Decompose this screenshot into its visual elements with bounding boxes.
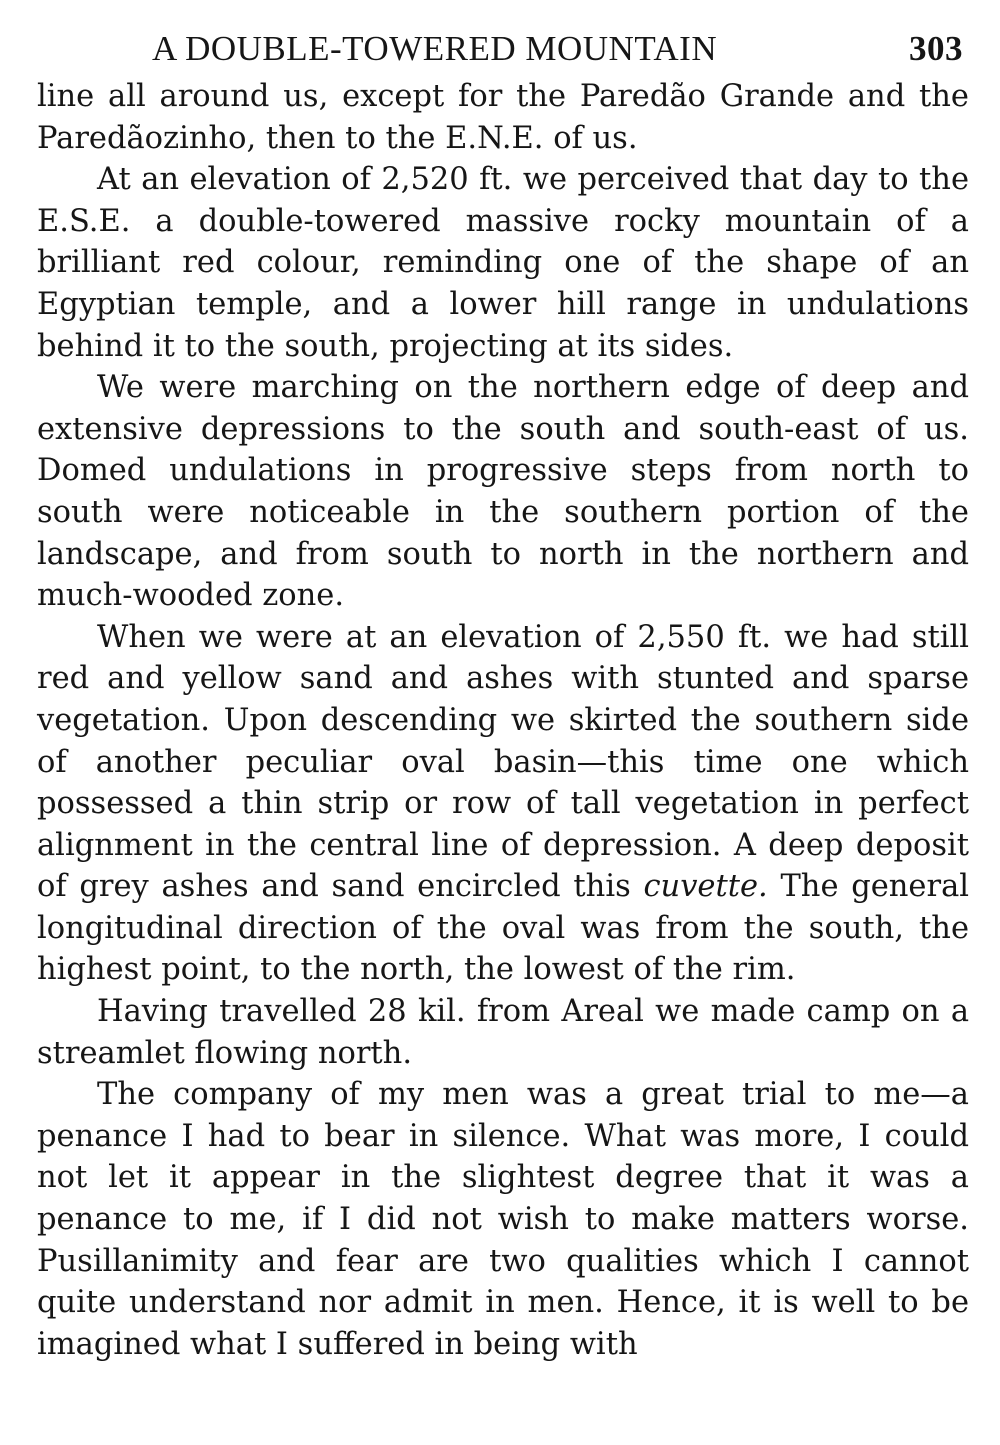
paragraph-elevation-2520: At an elevation of 2,520 ft. we perceived that day to the E.S.E. a double-towered massive rocky mountain of a brilliant red colour, reminding one of the shape of an Egyptian temple, and a lower hill range in undulations behind it to the south, projecting at its sides.: [37, 162, 969, 364]
paragraph-oval-basin-text: When we were at an elevation of 2,550 ft. we had still red and yellow sand and ashes with stunted and sparse vegetation. Upon descending we skirted the southern side of another peculiar oval basin—this time one which possessed a thin strip or row of tall vegetation in perfect alignment in the central line of depression. A deep deposit of grey ashes and sand encircled this: [37, 619, 969, 905]
book-page: [37, 22, 969, 1432]
paragraph-company-of-men: The company of my men was a great trial to me—a penance I had to bear in silence. What was more, I could not let it appear in the slightest degree that it was a penance to me, if I did not wish to make matters worse. Pusillanimity and fear are two qualities which I cannot quite understand nor admit in men. Hence, it is well to be imagined what I suffered in being with: [37, 1077, 969, 1362]
running-title: A DOUBLE-TOWERED MOUNTAIN: [152, 29, 718, 68]
paragraph-continued: line all around us, except for the Paredão Grande and the Paredãozinho, then to the E.N.E. of us.: [37, 79, 969, 156]
paragraph-depressions: We were marching on the northern edge of deep and extensive depressions to the south and south-east of us. Domed undulations in progressive steps from north to south were noticeable in the southern portion of the landscape, and from south to north in the northern and much-wooded zone.: [37, 370, 969, 614]
paragraph-oval-basin: [37, 617, 969, 991]
paragraph-oval-basin-text-end: The general longitudinal direction of the oval was from the south, the highest point, to the north, the lowest of the rim.: [37, 869, 970, 988]
italic-term-cuvette: cuvette.: [643, 869, 768, 905]
body-text: [37, 76, 969, 1365]
running-head: [37, 22, 969, 76]
paragraph-camp: Having travelled 28 kil. from Areal we made camp on a streamlet flowing north.: [37, 994, 969, 1071]
page-number: 303: [909, 29, 963, 68]
